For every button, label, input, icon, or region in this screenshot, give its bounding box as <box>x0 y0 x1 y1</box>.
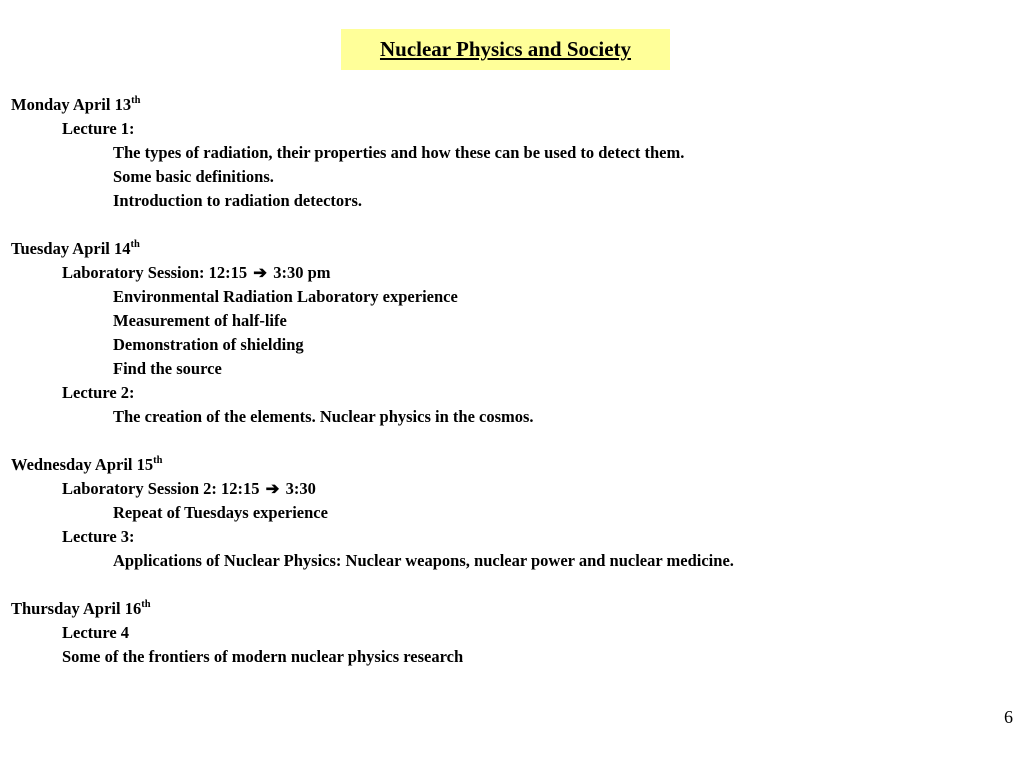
session-time-start: Laboratory Session 2: 12:15 <box>62 479 260 498</box>
right-arrow-icon: ➔ <box>265 479 280 498</box>
day-heading-thursday <box>11 597 1011 621</box>
session-item: The creation of the elements. Nuclear physics in the cosmos. <box>113 407 534 426</box>
session-heading: Lecture 1: <box>62 119 135 138</box>
day-name: Wednesday April 15 <box>11 455 154 474</box>
session-heading: Lecture 4 <box>62 623 130 642</box>
spacer <box>11 213 1011 237</box>
session-heading: Some of the frontiers of modern nuclear physics research <box>62 647 464 666</box>
right-arrow-icon: ➔ <box>253 263 268 282</box>
session-item: Some basic definitions. <box>113 167 274 186</box>
title-box <box>341 29 670 70</box>
day-name: Thursday April 16 <box>11 599 142 618</box>
day-ordinal-suffix: th <box>130 238 140 250</box>
day-heading-monday <box>11 93 1011 117</box>
session-heading <box>11 261 1011 285</box>
session-item: Environmental Radiation Laboratory experience <box>113 287 458 306</box>
day-ordinal-suffix: th <box>131 94 141 106</box>
day-heading-tuesday <box>11 237 1011 261</box>
session-time-end: 3:30 <box>285 479 316 498</box>
session-item: Applications of Nuclear Physics: Nuclear weapons, nuclear power and nuclear medicine. <box>113 551 734 570</box>
session-item: Demonstration of shielding <box>113 335 304 354</box>
day-ordinal-suffix: th <box>141 598 151 610</box>
session-heading <box>11 477 1011 501</box>
session-item: Measurement of half-life <box>113 311 287 330</box>
page-number: 6 <box>1004 707 1013 727</box>
day-ordinal-suffix: th <box>153 454 163 466</box>
day-name: Tuesday April 14 <box>11 239 131 258</box>
schedule <box>11 93 1011 669</box>
session-item: Introduction to radiation detectors. <box>113 191 363 210</box>
session-heading: Lecture 3: <box>62 527 135 546</box>
session-item: Find the source <box>113 359 222 378</box>
session-item: The types of radiation, their properties and how these can be used to detect them. <box>113 143 685 162</box>
session-item: Repeat of Tuesdays experience <box>113 503 328 522</box>
day-name: Monday April 13 <box>11 95 132 114</box>
session-heading: Lecture 2: <box>62 383 135 402</box>
spacer <box>11 573 1011 597</box>
session-time-end: 3:30 pm <box>273 263 331 282</box>
page-title: Nuclear Physics and Society <box>379 37 632 61</box>
session-time-start: Laboratory Session: 12:15 <box>62 263 248 282</box>
day-heading-wednesday <box>11 453 1011 477</box>
spacer <box>11 429 1011 453</box>
